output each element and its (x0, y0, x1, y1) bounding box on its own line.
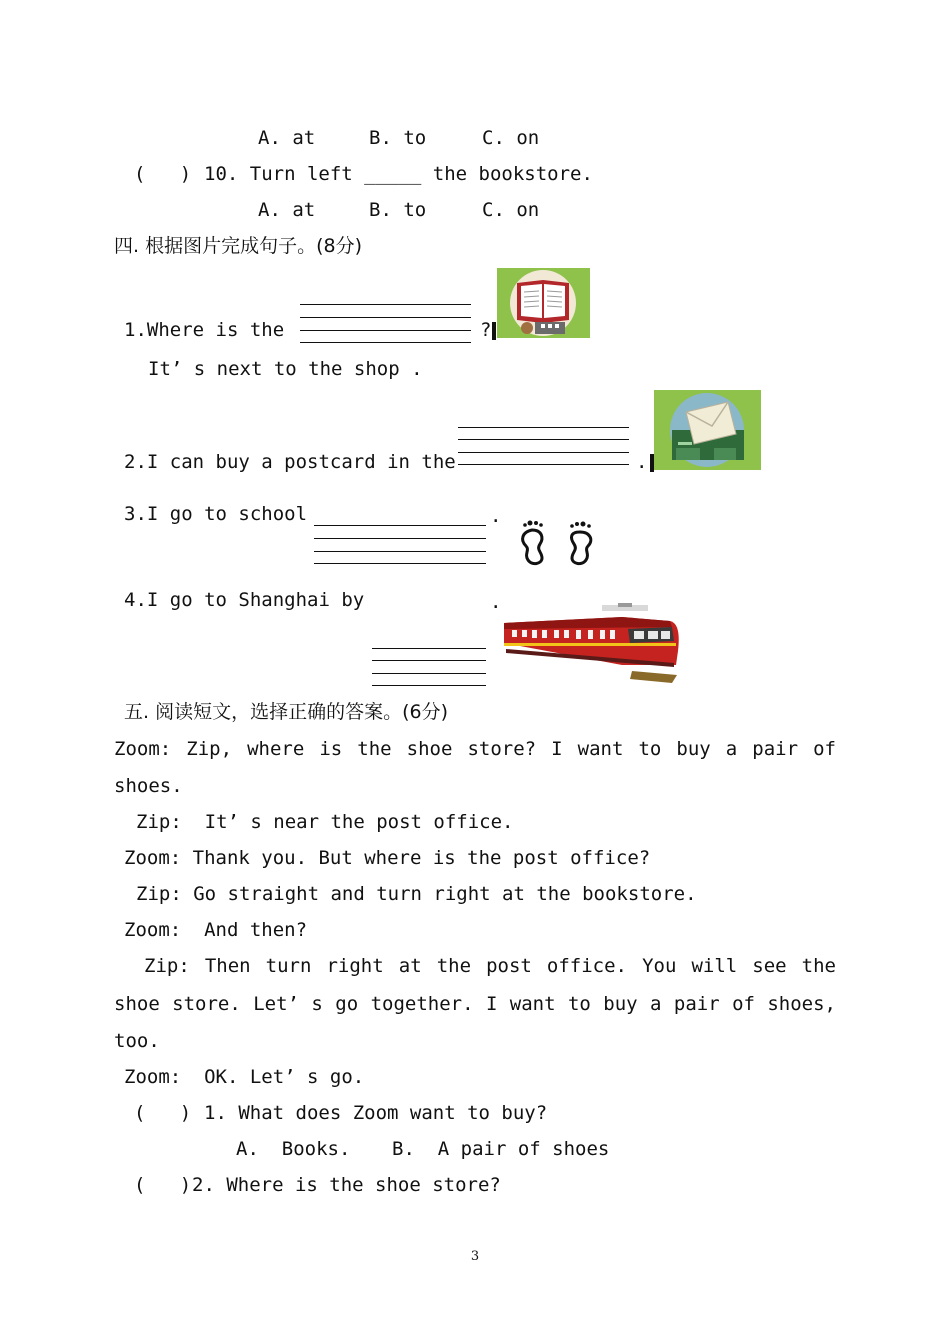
dialogue-line-3: Zip: It’ s near the post office. (136, 811, 514, 833)
s5-q2-question: 2. Where is the shoe store? (192, 1174, 501, 1196)
bookstore-icon (497, 268, 590, 338)
q9-option-b: B. to (369, 127, 427, 149)
s4-item4-text: 4.I go to Shanghai by (124, 589, 365, 611)
dialogue-line-2: shoes. (114, 775, 183, 797)
q10-option-a: A. at (258, 199, 316, 221)
s5-q1-option-b: B. A pair of shoes (392, 1138, 610, 1160)
s4-item3-writing-lines[interactable] (314, 525, 486, 565)
dialogue-line-4: Zoom: Thank you. But where is the post office? (124, 847, 651, 869)
q9-option-c: C. on (482, 127, 540, 149)
s4-item4-end: . (490, 591, 502, 613)
page-number: 3 (470, 1249, 480, 1264)
section4-title: 四. 根据图片完成句子。(8分) (114, 235, 362, 257)
cursor-mark (492, 322, 496, 340)
s5-q1-question: 1. What does Zoom want to buy? (204, 1102, 548, 1124)
s4-item3-end: . (490, 505, 502, 527)
s5-q2-answer-paren[interactable]: ( ) (134, 1174, 192, 1196)
s4-item2-text: 2.I can buy a postcard in the (124, 451, 456, 473)
section5-title: 五. 阅读短文，选择正确的答案。(6分) (124, 701, 448, 723)
q10-option-b: B. to (369, 199, 427, 221)
s4-item3-text: 3.I go to school (124, 503, 308, 525)
s4-item4-writing-lines[interactable] (372, 648, 486, 688)
dialogue-line-1: Zoom: Zip, where is the shoe store? I want to buy a pair of (114, 738, 836, 760)
dialogue-line-5: Zip: Go straight and turn right at the bookstore. (136, 883, 697, 905)
dialogue-line-7: Zip: Then turn right at the post office. You will see the (144, 955, 836, 977)
s4-item1-answer: It’ s next to the shop . (148, 358, 423, 380)
train-icon (502, 603, 688, 685)
q10-question: 10. Turn left _____ the bookstore. (204, 163, 593, 185)
q10-answer-paren[interactable]: ( ) (134, 163, 192, 185)
dialogue-line-10: Zoom: OK. Let’ s go. (124, 1066, 365, 1088)
dialogue-line-6: Zoom: And then? (124, 919, 308, 941)
s5-q1-answer-paren[interactable]: ( ) (134, 1102, 192, 1124)
q10-option-c: C. on (482, 199, 540, 221)
s4-item1-text: 1.Where is the (124, 319, 285, 341)
q9-option-a: A. at (258, 127, 316, 149)
dialogue-line-9: too. (114, 1030, 160, 1052)
s4-item1-end: ? (480, 319, 492, 341)
s4-item1-writing-lines[interactable] (300, 304, 471, 344)
post-office-icon (654, 390, 761, 470)
s4-item2-end: . (636, 451, 648, 473)
s5-q1-option-a: A. Books. (236, 1138, 351, 1160)
s4-item2-writing-lines[interactable] (458, 427, 629, 467)
dialogue-line-8: shoe store. Let’ s go together. I want to buy a pair of shoes, (114, 993, 836, 1015)
footprints-icon (512, 518, 604, 570)
